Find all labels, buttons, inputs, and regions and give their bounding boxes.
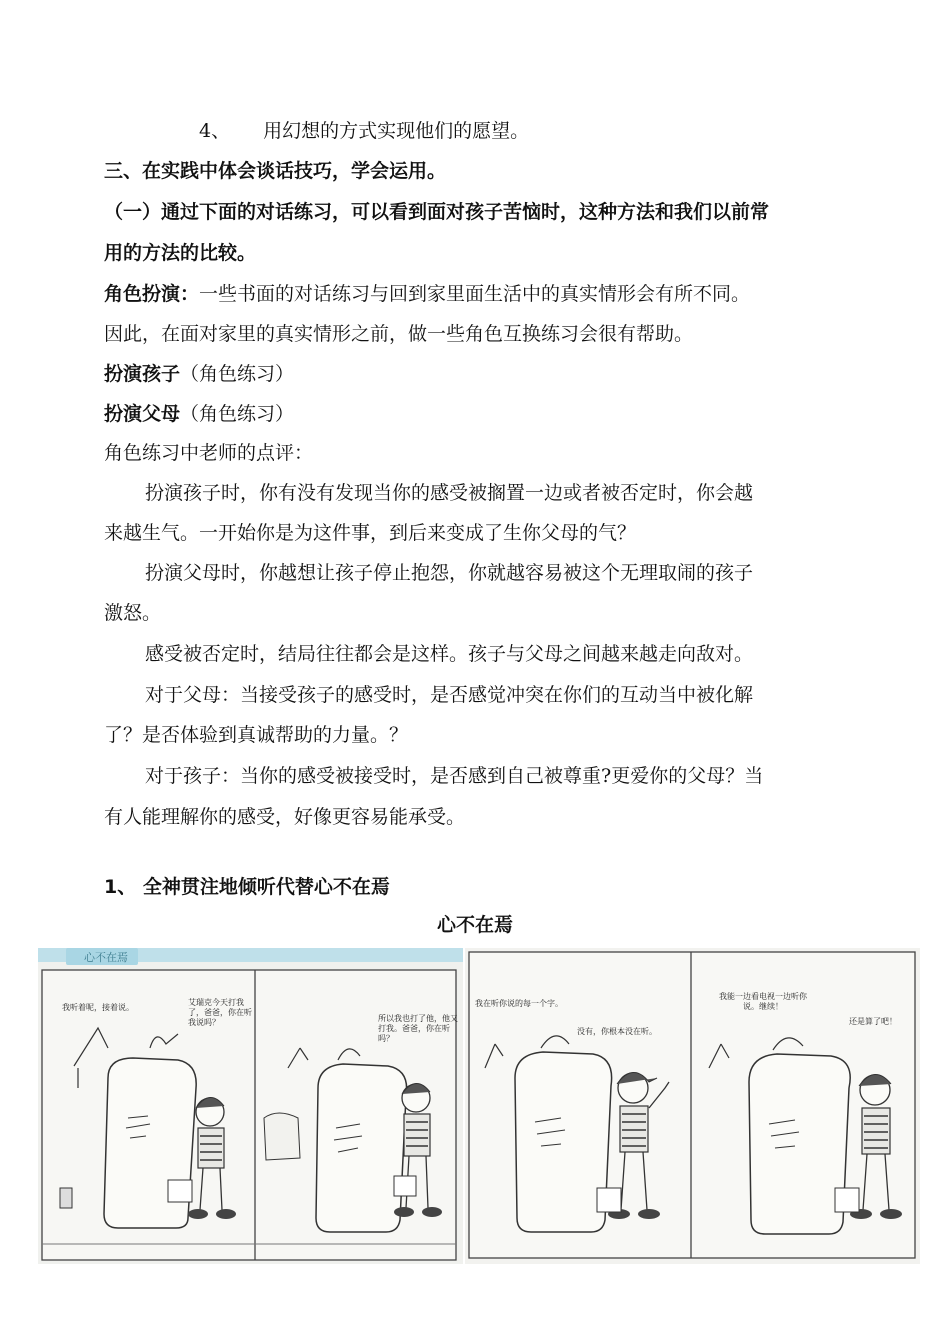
paragraph-line: 感受被否定时，结局往往都会是这样。孩子与父母之间越来越走向敌对。 bbox=[145, 643, 754, 665]
role-play-label: 角色扮演： bbox=[104, 283, 200, 305]
paragraph-line: 有人能理解你的感受，好像更容易能承受。 bbox=[104, 806, 466, 828]
speech-child-2: 所以我也打了他，他又打我。爸爸，你在听吗？ bbox=[378, 1014, 458, 1043]
comic-left-art bbox=[38, 948, 463, 1264]
play-parent-note: （角色练习） bbox=[180, 403, 295, 425]
paragraph-line: 扮演父母时，你越想让孩子停止抱怨，你就越容易被这个无理取闹的孩子 bbox=[145, 562, 754, 584]
list-text: 用幻想的方式实现他们的愿望。 bbox=[263, 120, 530, 142]
play-child-line bbox=[104, 354, 849, 395]
section-heading-3: 三、在实践中体会谈话技巧，学会运用。 bbox=[104, 160, 447, 182]
list-item-4 bbox=[104, 111, 849, 152]
paragraph-line: 来越生气。一开始你是为这件事，到后来变成了生你父母的气？ bbox=[104, 522, 637, 544]
play-parent-label: 扮演父母 bbox=[104, 403, 181, 425]
role-play-text: 一些书面的对话练习与回到家里面生活中的真实情形会有所不同。 bbox=[199, 283, 751, 305]
speech-father-3: 我在听你说的每一个字。 bbox=[475, 999, 563, 1008]
paragraph-line: 了？是否体验到真诚帮助的力量。？ bbox=[104, 724, 409, 746]
comic-title: 心不在焉 bbox=[436, 914, 513, 936]
paragraph-line: 对于父母：当接受孩子的感受时，是否感觉冲突在你们的互动当中被化解 bbox=[145, 684, 754, 706]
comic-photo-left bbox=[38, 948, 463, 1264]
play-parent-line bbox=[104, 394, 849, 435]
role-play-paragraph bbox=[104, 274, 849, 315]
speech-child-1: 艾瑞克今天打我了，爸爸，你在听我说吗？ bbox=[188, 998, 252, 1027]
speech-father-1: 我听着呢，接着说。 bbox=[62, 1003, 134, 1012]
comic-photo-right bbox=[465, 948, 920, 1264]
section-heading-1: 1、 全神贯注地倾听代替心不在焉 bbox=[104, 876, 390, 898]
paragraph-line: 因此，在面对家里的真实情形之前，做一些角色互换练习会很有帮助。 bbox=[104, 323, 694, 345]
paragraph-line: 扮演孩子时，你有没有发现当你的感受被搁置一边或者被否定时，你会越 bbox=[145, 482, 754, 504]
speech-child-4: 还是算了吧！ bbox=[849, 1017, 897, 1026]
comic-right-art bbox=[465, 948, 920, 1264]
list-number: 4、 bbox=[199, 120, 231, 142]
comic-header: 心不在焉 bbox=[84, 951, 128, 964]
paragraph-line: 对于孩子：当你的感受被接受时，是否感到自己被尊重?更爱你的父母？当 bbox=[145, 765, 764, 787]
speech-child-3: 没有，你根本没在听。 bbox=[577, 1027, 657, 1036]
subsection-heading-line2: 用的方法的比较。 bbox=[104, 242, 257, 264]
paragraph-line: 激怒。 bbox=[104, 602, 162, 624]
speech-father-4: 我能一边看电视一边听你说。继续！ bbox=[719, 992, 807, 1011]
subsection-heading-line1: （一）通过下面的对话练习，可以看到面对孩子苦恼时，这种方法和我们以前常 bbox=[104, 201, 770, 223]
play-child-note: （角色练习） bbox=[180, 363, 295, 385]
teacher-comment-heading: 角色练习中老师的点评： bbox=[104, 442, 314, 464]
play-child-label: 扮演孩子 bbox=[104, 363, 181, 385]
